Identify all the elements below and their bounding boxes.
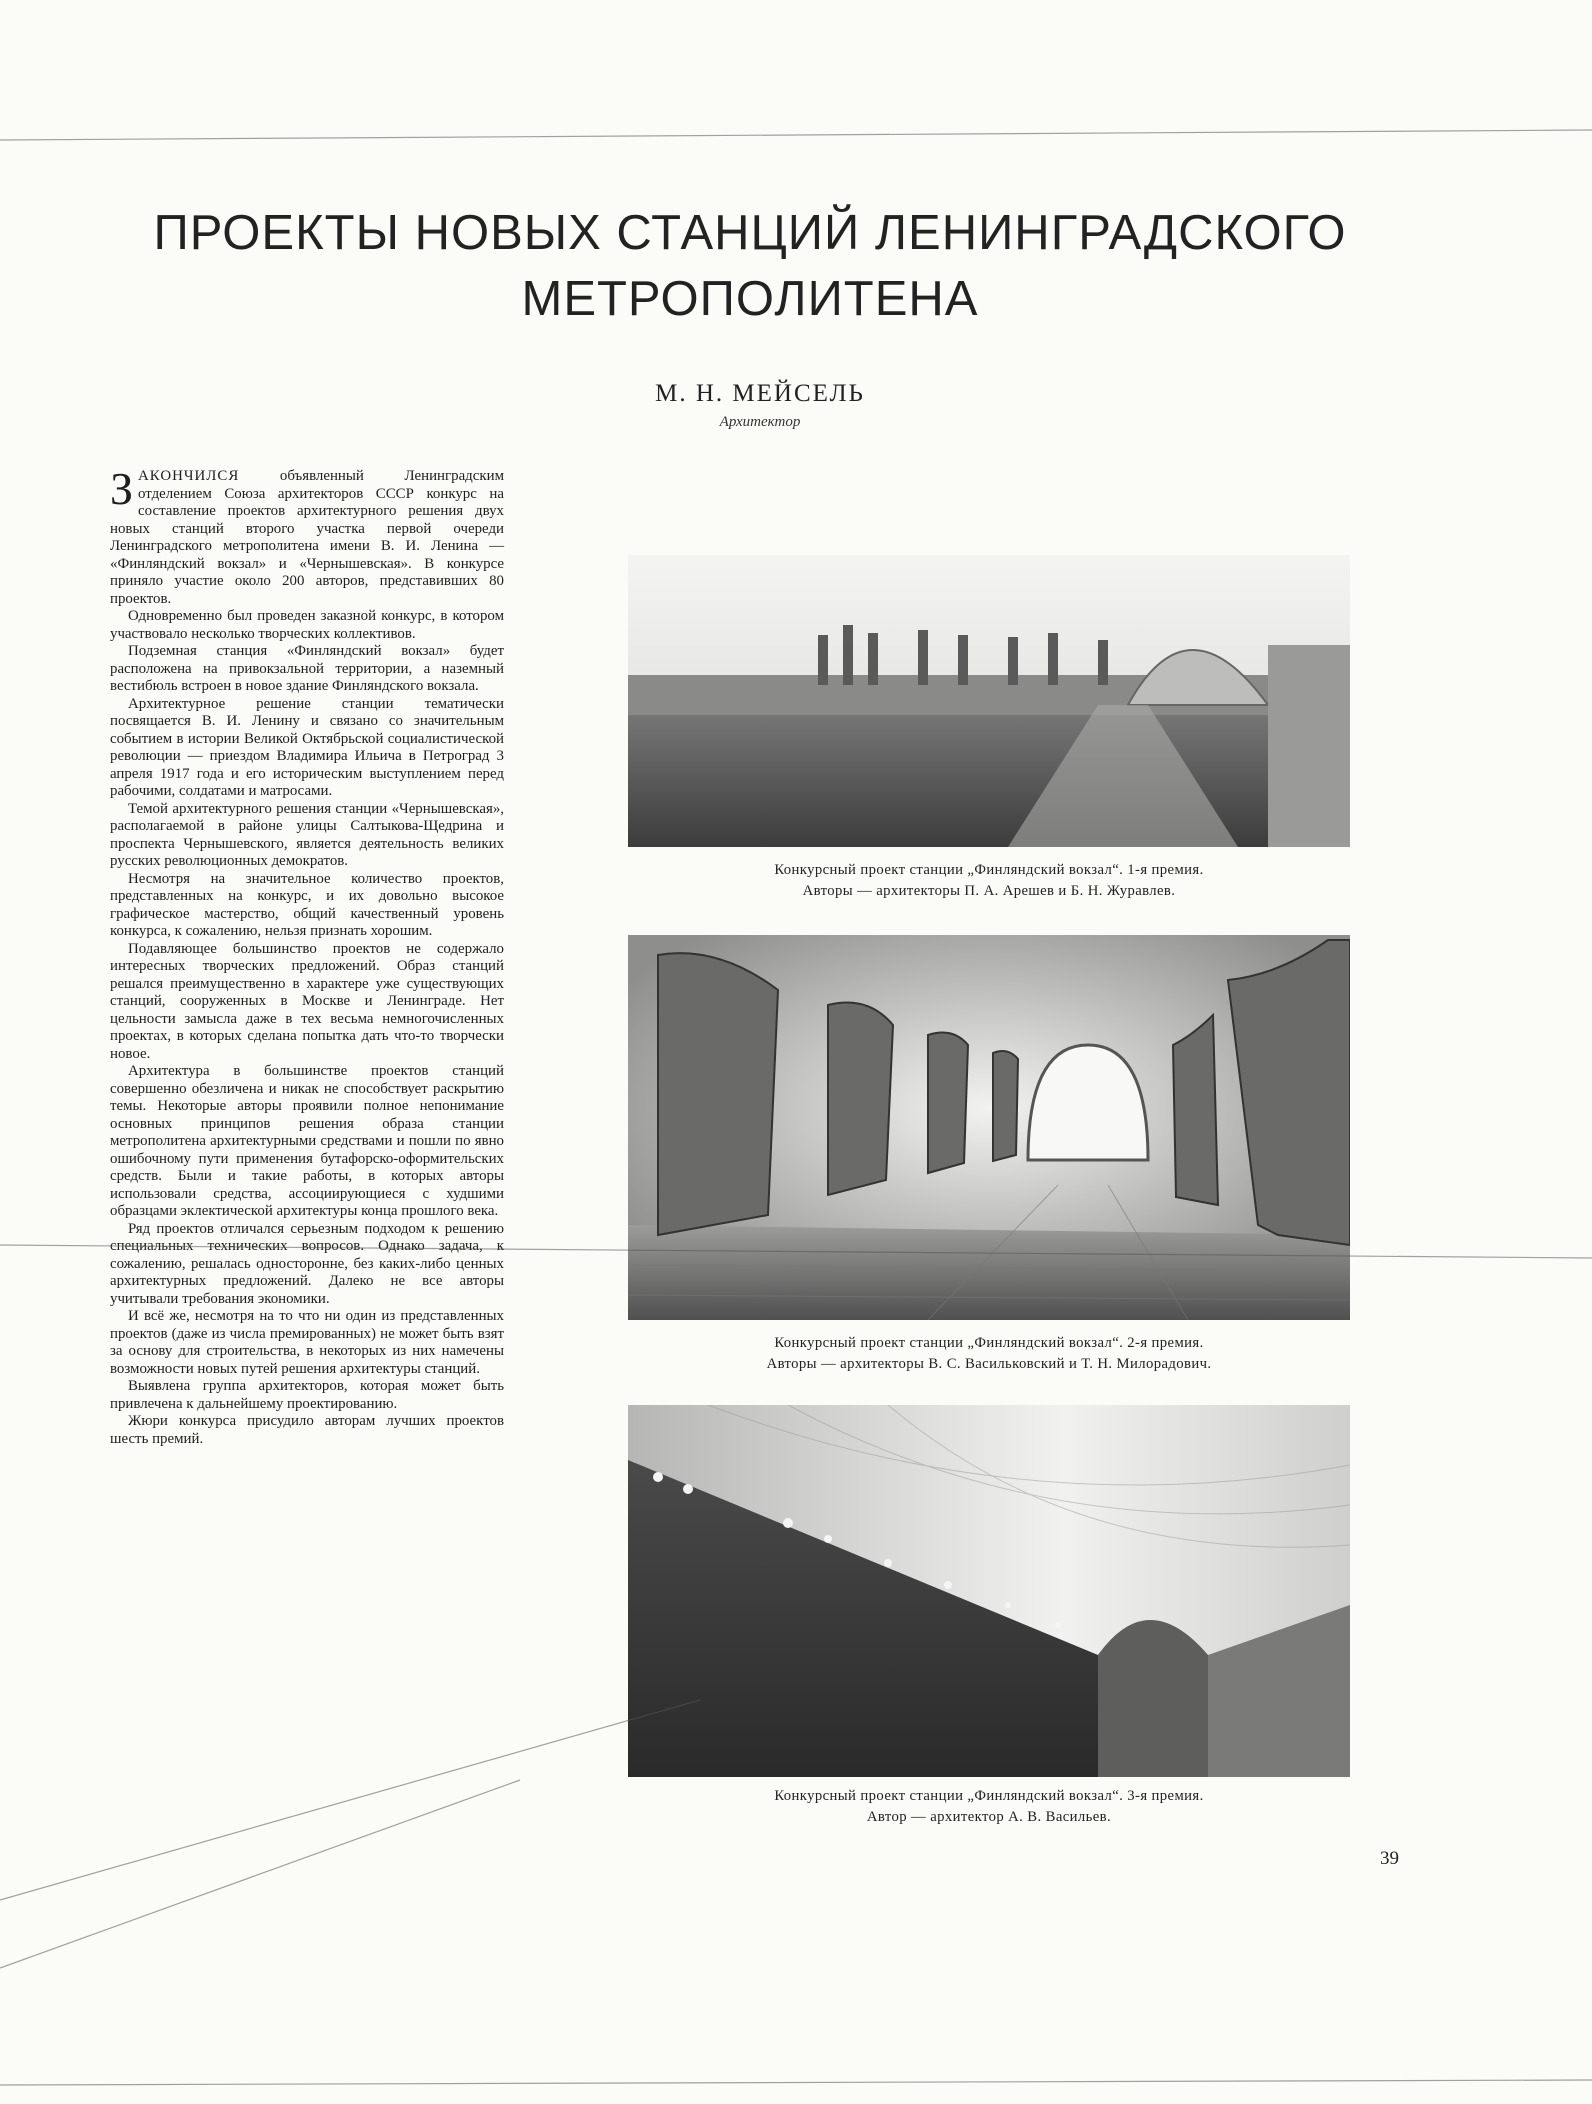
article-paragraph: Подземная станция «Финляндский вокзал» будет расположена на привокзальной территории, а наземный вестибюль встроен в новое здание Финляндского вокзала. [110,643,504,694]
caption-line: Автор — архитектор А. В. Васильев. [866,1809,1112,1825]
lead-word: АКОНЧИЛСЯ [138,468,240,484]
article-paragraph: Подавляющее большинство проектов не содержало интересных творческих предложений. Образ станций решался преимущественно в характере уже существующих станций, сооруженных в Москве и Ленинграде. Нет цельности замысла даже в тех весьма немногочисленных проектах, в которых сделана попытка дать что-то творчески новое. [110,940,504,1062]
figure-3-caption [628,1786,1350,1828]
station-rendering-2 [628,935,1350,1320]
article-paragraph: И всё же, несмотря на то что ни один из представленных проектов (даже из числа премированных) не может быть взят за основу для строительства, в некоторых из них намечены возможности новых путей решения архитектуры станций. [110,1308,504,1377]
drop-cap: З [110,463,134,514]
article-title [150,200,1350,332]
caption-line: Конкурсный проект станции „Финляндский вокзал“. 1-я премия. [774,862,1204,878]
article-body [110,463,504,1448]
page-number: 39 [1380,1848,1399,1869]
article-paragraph: Несмотря на значительное количество проектов, представленных на конкурс, и их довольно высокое графическое мастерство, общий качественный уровень конкурса, к сожалению, нельзя признать хорошим. [110,870,504,939]
article-paragraph: Жюри конкурса присудило авторам лучших проектов шесть премий. [110,1413,504,1447]
caption-line: Конкурсный проект станции „Финляндский вокзал“. 2-я премия. [774,1335,1204,1351]
caption-line: Авторы — архитекторы П. А. Арешев и Б. Н. Журавлев. [802,883,1176,899]
station-rendering-1 [628,555,1350,847]
paragraph-text: объявленный Ленинградским отделением Союза архитекторов СССР конкурс на составление проектов архитектурного решения двух новых станций второго участка первой очереди Ленинградского метрополитена имени В. И. Ленина — «Финляндский вокзал» и «Чернышевская». В конкурсе приняло участие около 200 авторов, представивших 80 проектов. [110,468,504,607]
caption-line: Авторы — архитекторы В. С. Васильковский и Т. Н. Милорадович. [766,1356,1212,1372]
figure-2-caption [628,1333,1350,1375]
article-paragraph: Архитектурное решение станции тематически посвящается В. И. Ленину и связано со значительным событием в истории Великой Октябрьской социалистической революции — приездом Владимира Ильича в Петроград 3 апреля 1917 года и его историческим выступлением перед рабочими, солдатами и матросами. [110,695,504,799]
figure-1-caption [628,860,1350,902]
article-paragraph: Выявлена группа архитекторов, которая может быть привлечена к дальнейшему проектированию. [110,1378,504,1412]
station-rendering-3 [628,1405,1350,1777]
article-paragraph: Одновременно был проведен заказной конкурс, в котором участвовало несколько творческих коллективов. [110,608,504,642]
title-line-1: ПРОЕКТЫ НОВЫХ СТАНЦИЙ ЛЕНИНГРАДСКОГО [153,206,1347,260]
author-name: М. Н. МЕЙСЕЛЬ [655,380,865,407]
title-line-2: МЕТРОПОЛИТЕНА [521,272,979,326]
article-paragraph: Ряд проектов отличался серьезным подходом к решению специальных технических вопросов. Однако задача, к сожалению, решалась односторонне, без каких-либо ценных архитектурных предложений. Далеко не все авторы учитывали требования экономики. [110,1220,504,1307]
figure-3-photo [628,1405,1350,1777]
article-paragraph: Темой архитектурного решения станции «Чернышевская», располагаемой в районе улицы Салтыкова-Щедрина и проспекта Чернышевского, является деятельность великих русских революционных демократов. [110,800,504,869]
caption-line: Конкурсный проект станции „Финляндский вокзал“. 3-я премия. [774,1788,1204,1804]
author-role: Архитектор [719,414,801,430]
article-paragraph: Архитектура в большинстве проектов станций совершенно обезличена и никак не способствует раскрытию темы. Некоторые авторы проявили полное непонимание основных принципов решения образа станции метрополитена архитектурными средствами и пошли по явно ошибочному пути применения бутафорско-оформительских средств. Были и такие работы, в которых авторы использовали средства, ассоциирующиеся с худшими образцами эклектической архитектуры конца прошлого века. [110,1063,504,1219]
article-paragraph [110,463,504,608]
figure-1-photo [628,555,1350,847]
figure-2-photo [628,935,1350,1320]
